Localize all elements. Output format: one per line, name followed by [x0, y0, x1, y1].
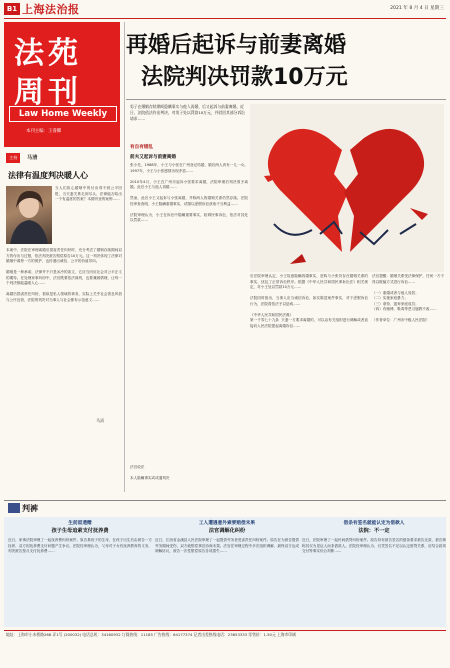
bottom-article-3-title: 法院：不一定: [358, 528, 390, 534]
article-column-1: 张小先，1988年，小王与小张在广州登记结婚，婚后两人育有一儿一女。1997年，小王与小张感情出现矛盾…… 2010年4月，小王在广州市起诉小张要求离婚，法院审理后判决准予离婚。此后小王与他人再婚…… 然而，此后小王又起诉与小张离婚，并称两人的婚姻关系仍然存续。法院经审查查明，小王隐瞒重婚事实，试图以虚假诉讼获取不当利益…… 法院审理认为，小王在诉讼中隐瞒重要事实，妨碍民事诉讼，依法对其处以罚款……: [130, 163, 248, 222]
header-rule: [4, 18, 446, 19]
author-portrait: [6, 186, 52, 244]
bottom-article-2: [155, 520, 299, 626]
masthead-english-title: Law Home Weekly: [9, 106, 117, 122]
bottom-article-1: [8, 520, 152, 626]
broken-heart-icon: [250, 104, 444, 272]
bottom-section-rule: [4, 500, 446, 501]
host-tag: 主持: [6, 153, 20, 163]
article-subheading-1: 有自有错乱: [130, 145, 153, 150]
broken-heart-illustration: [250, 104, 444, 272]
column-author: 马清: [96, 418, 104, 423]
headline-rule: [126, 99, 446, 100]
masthead-title-line1: 法苑: [14, 36, 82, 71]
bottom-article-3-kicker: 借条有签名就能认定为借款人: [343, 521, 405, 526]
bottom-article-2-title: 法官调解化纠纷: [208, 528, 246, 534]
article-column-2: 法官说法 本人隐瞒事实或或通判决: [130, 465, 170, 480]
article-lead: 男子在婚姻存续期间隐瞒事实与他人再婚，后又起诉与前妻离婚。近日，法院依法作出判决，对男子处以罚款10万元，并驳回其部分诉讼请求……: [130, 104, 245, 121]
bottom-article-2-body: 近日，江西省金溪县人民法院审理了一起提供劳务者受害责任纠纷案件。原告在为被告提供劳务期间受伤，双方就赔偿事宜协商未果。法官在审理过程中多次组织调解，最终双方达成调解协议，被告一次性赔偿原告各项损失……: [155, 538, 299, 553]
masthead-title-line2: 周刊: [14, 75, 82, 110]
article-subheading-2: 前夫又起诉与前妻离婚: [130, 155, 176, 160]
footer-rule: [4, 630, 446, 631]
section-tag-icon: [8, 503, 20, 513]
issue-date: 2021 年 8 月 4 日 星期三: [390, 6, 444, 11]
section-tag-label: 判裤: [22, 504, 38, 513]
column-body-top: 当人们担心婚姻中的付出得不到公平回报，当夫妻关系走到尽头，法律能否给出一个有温度的答案？本期刊登的案例……: [55, 186, 122, 201]
host-name: 马清: [27, 155, 38, 161]
bottom-article-1-title: 孩子生母追索支付抚养费: [51, 528, 109, 534]
bottom-article-2-kicker: 工人遭遇意外索要赔偿未果: [198, 521, 256, 526]
bottom-article-1-body: 近日，家事法院审理了一起抚养费纠纷案件。原告系孩子的生母，在孩子出生后由被告一方抚养，双方因抚养费支付问题产生争议。法院经审理认为，父母对子女有抚养教育的义务，判决被告按月支付抚养费……: [8, 538, 152, 553]
main-headline-line1: 再婚后起诉与前妻离婚: [126, 33, 347, 58]
portrait-icon: [6, 186, 52, 244]
newspaper-logo: 上海法治报: [22, 3, 80, 16]
bottom-article-3-body: 近日，法院审理了一起民间借贷纠纷案件。原告持有被告签名的借条要求被告还款，被告辩称其仅为见证人而非借款人。法院经审理认为，仅凭签名不足以认定借贷关系，应结合款项交付等事实综合判断……: [302, 538, 446, 553]
bottom-article-3: [302, 520, 446, 626]
column-title: 法律有温度判决暖人心: [8, 171, 88, 180]
footer-info: 地址：上海市小木桥路268 弄1号 (200032) 电话总机：34160932 订阅热线：11185 广告热线：64177374 记者出差热线电话：23653333 零售价：1.50元 上海市印刷: [6, 632, 296, 637]
masthead-editor: 本刊主编：王睿卿: [26, 129, 62, 134]
column-divider: [124, 22, 125, 492]
column-body-main: 本案中，法院在审理离婚后损害责任纠纷时，充分考虑了婚姻存续期间双方的付出与过错，依法判决被告赔偿原告10万元。这一判决体现了法律对婚姻中弱势一方的保护，也传递出诚信、公平的价值导向。 婚姻是一种承诺，法律并不只是冰冷的条文，它应当回应社会对公平正义的期待。在处理家事纠纷中，法官既要依法裁判，也要兼顾情理，让每一个判决都能温暖人心…… 离婚后损害责任纠纷，看似是私人领域的事务，实际上关乎社会善良风俗与公序良俗，法院的判决对当事人与社会都有示范意义……: [6, 248, 122, 302]
bottom-article-1-kicker: 生前留遗赠: [68, 521, 92, 526]
main-headline-line2: 法院判决罚款10万元: [141, 65, 348, 90]
article-column-4: 法官提醒：婚姻关系受法律保护，任何一方不得以欺骗方式进行诉讼…… （一）重婚或者与他人同居； （二）实施家庭暴力； （三）虐待、遗弃家庭成员； （四）有赌博、吸毒等恶习屡教不改…… （作者单位：广州市中级人民法院）: [372, 274, 444, 322]
article-column-3: 后法院审理认定，小王故意隐瞒再婚事实，虚构与小张仍存在婚姻关系的事实，扰乱了正常诉讼秩序。根据《中华人民共和国民事诉讼法》相关规定，对小王处以罚款10万元…… 法院同时指出，当事人应当诚信诉讼，如实陈述案件事实，对于虚假诉讼行为，法院将依法予以惩戒…… 《中华人民共和国民法典》 第一千零七十九条 夫妻一方要求离婚的，可以由有关组织进行调解或者直接向人民法院提起离婚诉讼……: [250, 274, 368, 328]
page-number-badge: B1: [4, 3, 20, 15]
